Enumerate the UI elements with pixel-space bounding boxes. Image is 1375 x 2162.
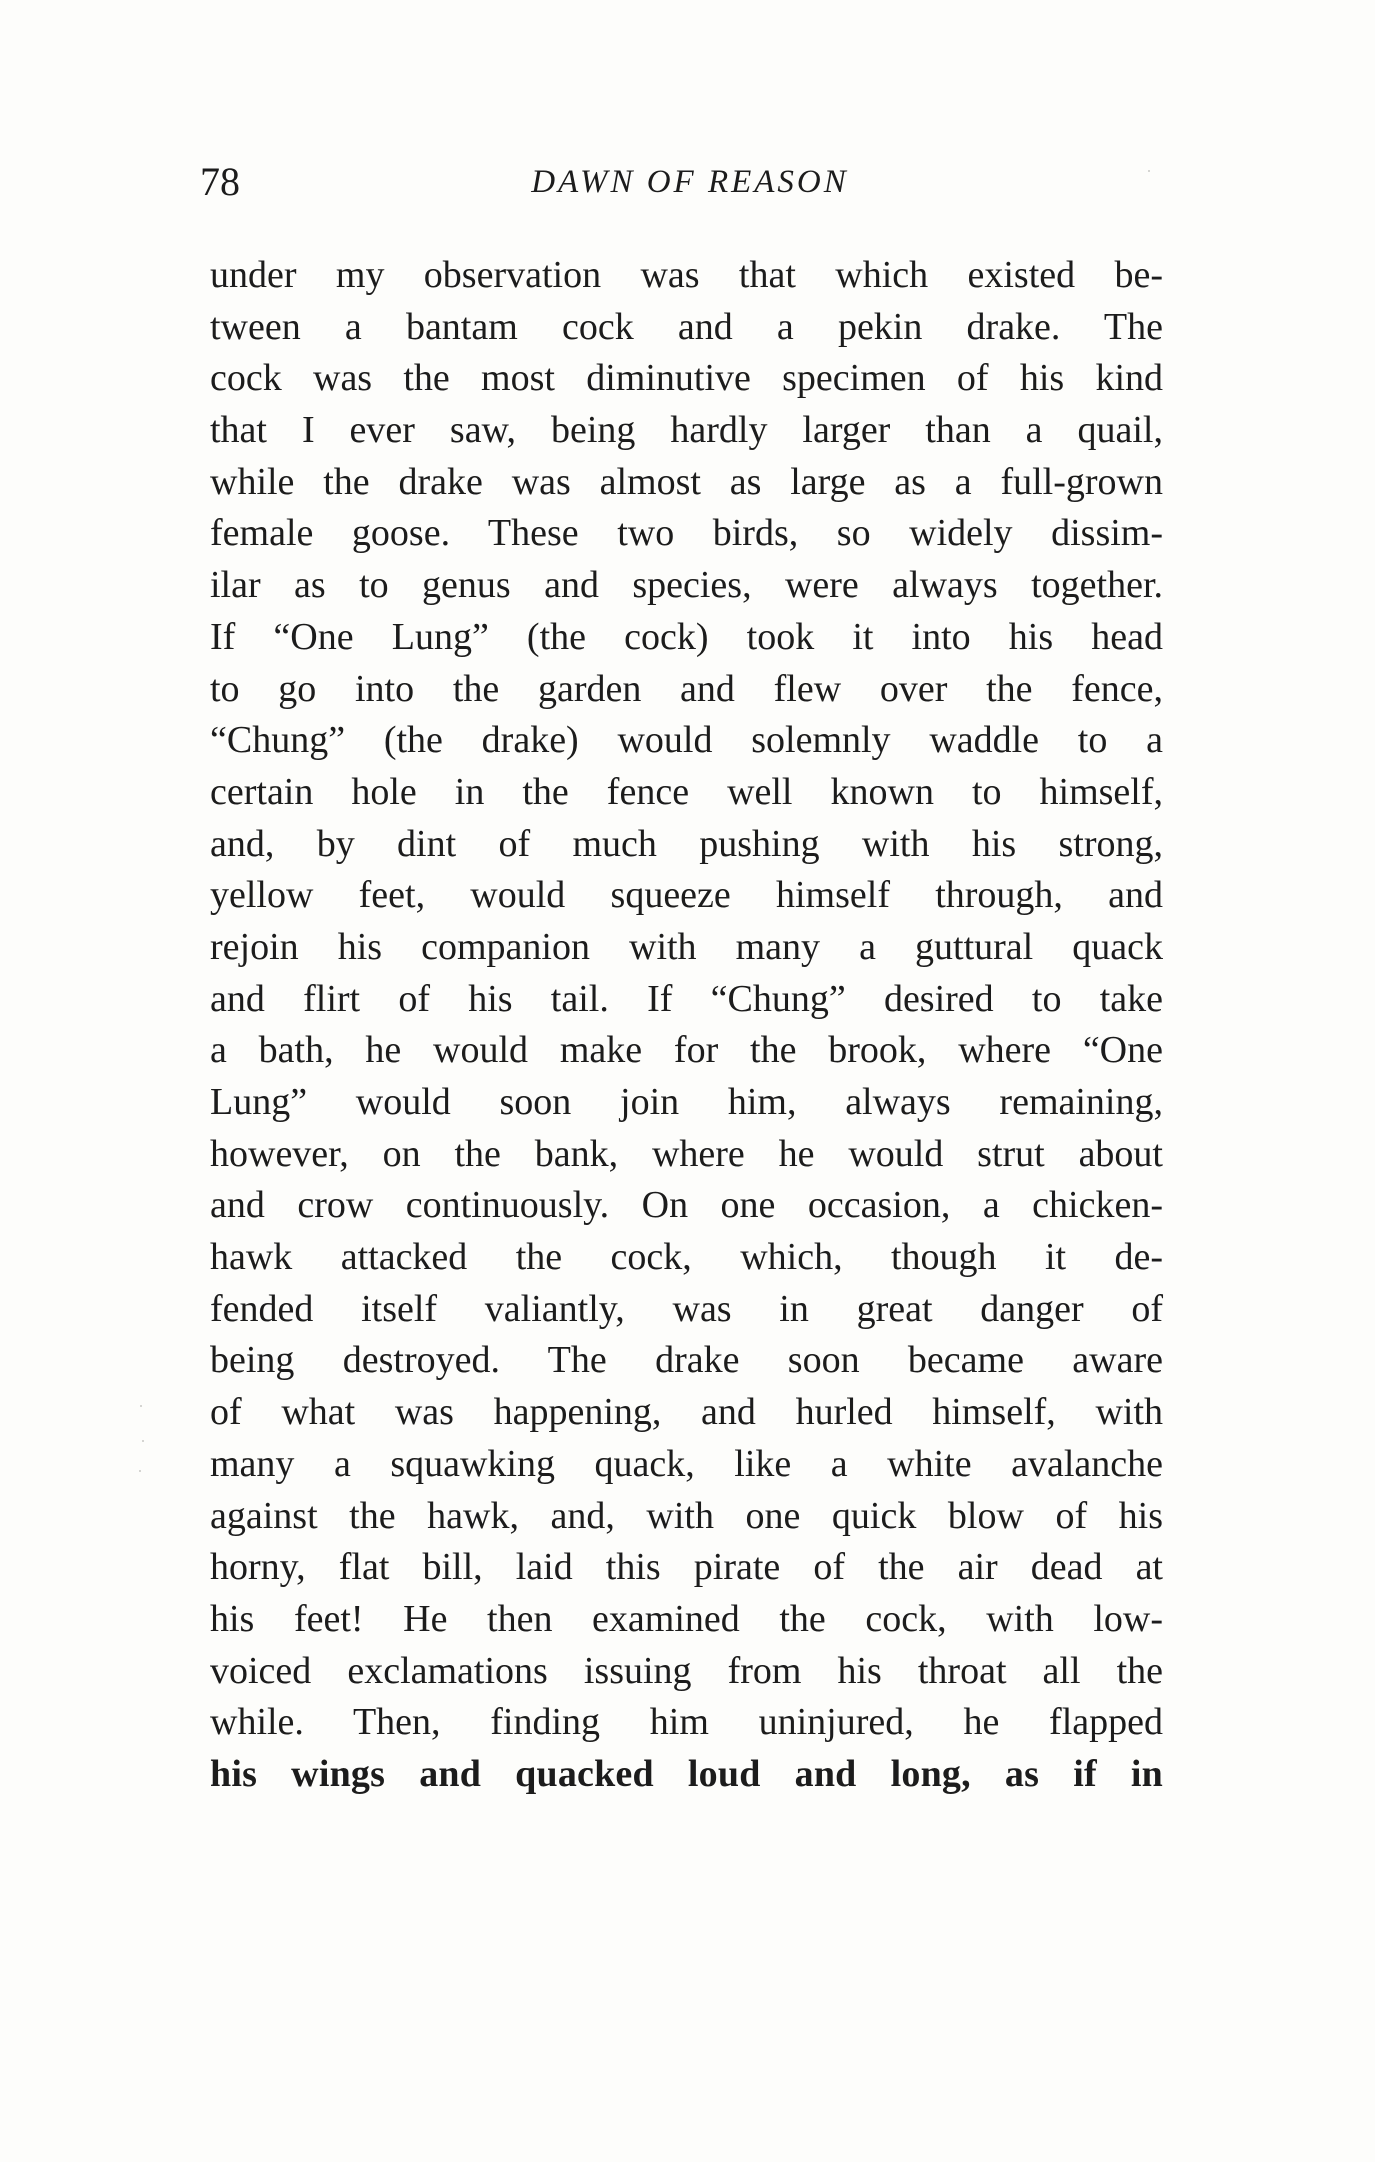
text-line: and crow continuously. On one occasion, a chicken- [210, 1184, 1163, 1227]
page-number: 78 [200, 159, 240, 204]
text-line: while. Then, finding him uninjured, he flapped [210, 1701, 1163, 1744]
text-line: being destroyed. The drake soon became aware [210, 1339, 1163, 1382]
text-line: against the hawk, and, with one quick blow of his [210, 1494, 1163, 1537]
paper-speck [140, 1405, 142, 1407]
text-line: however, on the bank, where he would strut about [210, 1132, 1163, 1175]
paper-speck [1148, 170, 1150, 172]
text-line: to go into the garden and flew over the fence, [210, 667, 1163, 710]
text-line: horny, flat bill, laid this pirate of the air dead at [210, 1546, 1163, 1589]
text-line: voiced exclamations issuing from his throat all the [210, 1649, 1163, 1692]
text-line: that I ever saw, being hardly larger than a quail, [210, 409, 1163, 452]
text-line: while the drake was almost as large as a full-grown [210, 460, 1163, 503]
running-head [200, 152, 1180, 212]
text-line: fended itself valiantly, was in great danger of [210, 1287, 1163, 1330]
text-line: and flirt of his tail. If “Chung” desired to take [210, 977, 1163, 1020]
text-line: If “One Lung” (the cock) took it into his head [210, 615, 1163, 658]
text-line: tween a bantam cock and a pekin drake. The [210, 305, 1163, 348]
text-line: “Chung” (the drake) would solemnly waddle to a [210, 719, 1163, 762]
paper-speck [142, 1440, 144, 1442]
text-line: under my observation was that which existed be- [210, 254, 1163, 296]
text-line: many a squawking quack, like a white avalanche [210, 1442, 1163, 1485]
running-title: DAWN OF REASON [531, 164, 849, 200]
text-line: certain hole in the fence well known to himself, [210, 770, 1163, 813]
text-line: cock was the most diminutive specimen of his kind [210, 357, 1163, 400]
text-line: of what was happening, and hurled himself, with [210, 1391, 1163, 1434]
text-line: his wings and quacked loud and long, as if in [210, 1752, 1163, 1795]
text-line: and, by dint of much pushing with his strong, [210, 822, 1163, 865]
text-line: rejoin his companion with many a guttural quack [210, 925, 1163, 968]
paper-speck [139, 1470, 141, 1472]
body-text [210, 250, 1163, 1801]
text-line: female goose. These two birds, so widely dissim- [210, 512, 1163, 555]
text-line: his feet! He then examined the cock, with low- [210, 1597, 1163, 1640]
text-line: hawk attacked the cock, which, though it de- [210, 1236, 1163, 1279]
text-line: Lung” would soon join him, always remaining, [210, 1081, 1163, 1123]
text-line: a bath, he would make for the brook, where “One [210, 1029, 1163, 1072]
text-line: yellow feet, would squeeze himself through, and [210, 874, 1163, 917]
text-line: ilar as to genus and species, were always together. [210, 564, 1163, 607]
